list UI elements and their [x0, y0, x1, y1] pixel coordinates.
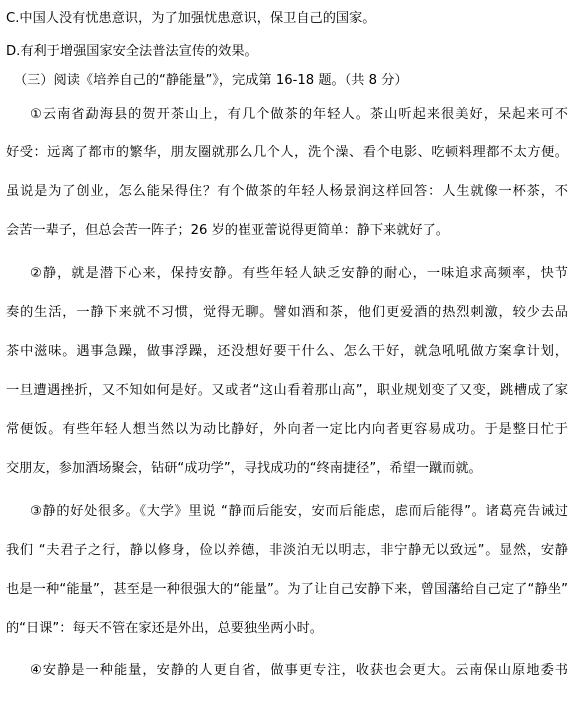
paragraph-2-line-4: 一旦遭遇挫折，又不知如何是好。又或者“这山看着那山高”，职业规划变了又变，跳槽成了家	[6, 383, 568, 398]
paragraph-4-line-1: ④安静是一种能量，安静的人更自省，做事更专注，收获也会更大。云南保山原地委书	[30, 663, 568, 678]
option-c: C.中国人没有忧患意识，为了加强忧患意识，保卫自己的国家。	[6, 11, 376, 26]
paragraph-1-line-3: 虽说是为了创业，怎么能呆得住？有个做茶的年轻人杨景润这样回答：人生就像一杯茶，不	[6, 184, 568, 199]
paragraph-2-line-2: 奏的生活，一静下来就不习惯，觉得无聊。譬如酒和茶，他们更爱酒的热烈刺激，较少去品	[6, 305, 568, 320]
paragraph-2-line-1: ②静，就是潜下心来，保持安静。有些年轻人缺乏安静的耐心，一味追求高频率，快节	[30, 266, 568, 281]
paragraph-1-line-2: 好受：远离了都市的繁华，朋友圈就那么几个人，洗个澡、看个电影、吃顿料理都不太方便。	[6, 145, 568, 160]
option-d: D.有利于增强国家安全法普法宣传的效果。	[6, 44, 258, 59]
paragraph-2-line-6: 交朋友，参加酒场聚会，钻研“成功学”，寻找成功的“终南捷径”，希望一蹴而就。	[6, 461, 482, 476]
paragraph-2-line-5: 常便饭。有些年轻人想当然以为动比静好，外向者一定比内向者更容易成功。于是整日忙于	[6, 422, 568, 437]
paragraph-3-line-1: ③静的好处很多。《大学》里说 “静而后能安，安而后能虑，虑而后能得”。诸葛亮告诫过	[30, 504, 568, 519]
paragraph-3-line-2: 我们 “夫君子之行，静以修身，俭以养德，非淡泊无以明志，非宁静无以致远”。显然，安静	[6, 543, 568, 558]
paragraph-1-line-4: 会苦一辈子，但总会苦一阵子；26 岁的崔亚蕾说得更简单：静下来就好了。	[6, 223, 449, 238]
paragraph-1-line-1: ①云南省勐海县的贺开茶山上，有几个做茶的年轻人。茶山听起来很美好，呆起来可不	[30, 107, 568, 122]
paragraph-3-line-3: 也是一种“能量”，甚至是一种很强大的“能量”。为了让自己安静下来，曾国藩给自己定了“静坐”	[6, 582, 568, 597]
section-heading: （三）阅读《培养自己的“静能量”》，完成第 16-18 题。（共 8 分）	[14, 73, 408, 88]
paragraph-2-line-3: 茶中滋味。遇事急躁，做事浮躁，还没想好要干什么、怎么干好，就急吼吼做方案拿计划，	[6, 344, 568, 359]
paragraph-3-line-4: 的“日课”：每天不管在家还是外出，总要独坐两小时。	[6, 621, 323, 636]
